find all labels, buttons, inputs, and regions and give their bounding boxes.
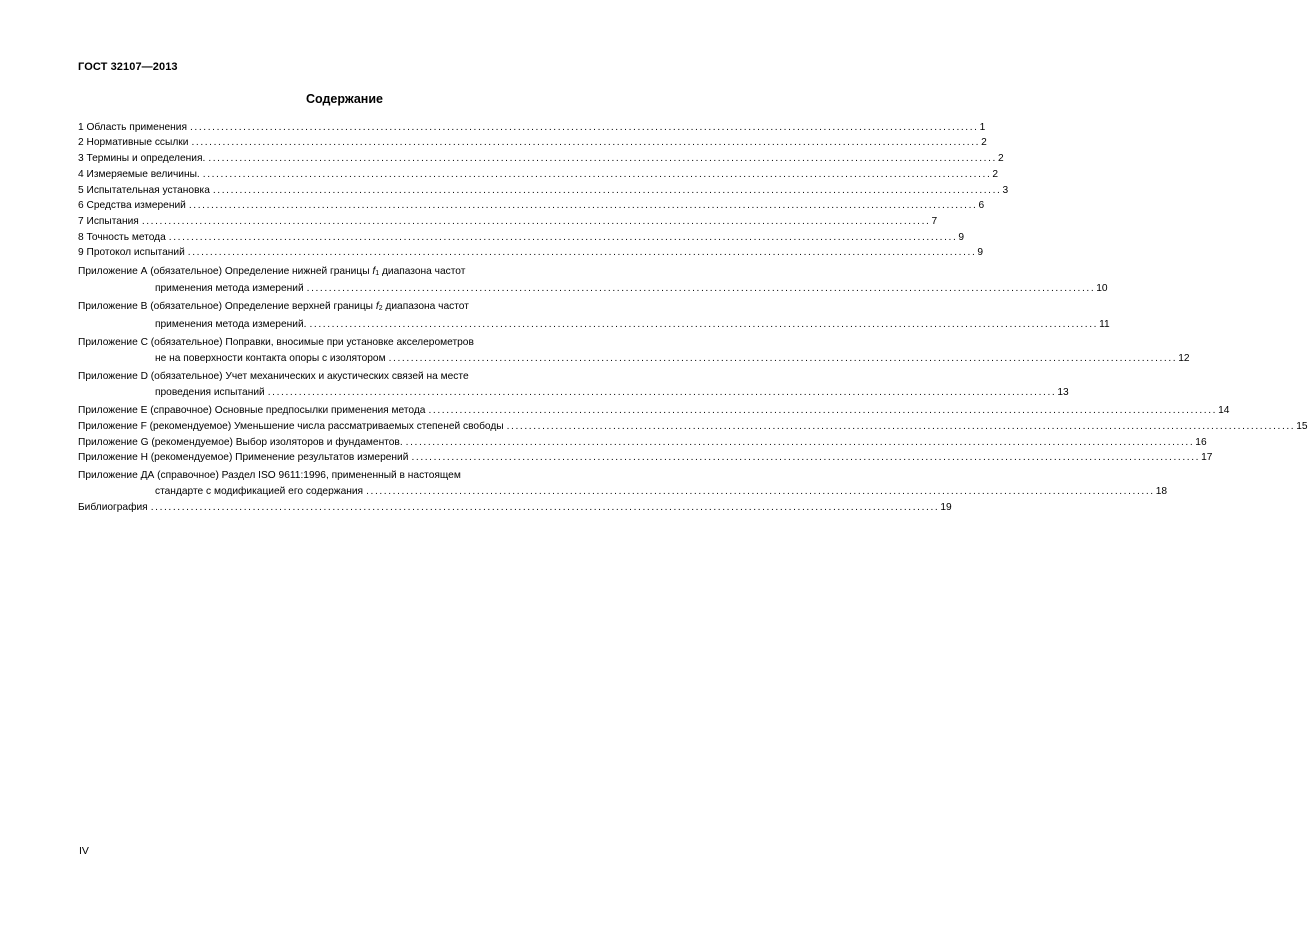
leader-dots: .................................................................................................................................................................................. xyxy=(267,386,1057,398)
toc-entry-label: Приложение С (обязательное) Поправки, вносимые при установке акселерометров xyxy=(78,337,474,349)
toc-entry-page: 3 xyxy=(1002,184,1009,196)
toc-entry-5[interactable] xyxy=(78,183,1009,199)
toc-entry-label: Приложение D (обязательное) Учет механических и акустических связей на месте xyxy=(78,371,469,383)
toc-entry-page: 2 xyxy=(992,168,999,180)
leader-dots: .................................................................................................................................................................................. xyxy=(411,452,1201,464)
toc-entry-page: 17 xyxy=(1201,452,1213,464)
toc-annex-c[interactable] xyxy=(78,335,1190,366)
toc-entry-page: 18 xyxy=(1155,486,1168,498)
toc-entry-label: Библиография xyxy=(78,501,148,513)
toc-entry-page: 19 xyxy=(940,501,952,513)
toc-entry-label: 8 Точность метода xyxy=(78,231,166,243)
toc-entry-page: 6 xyxy=(978,200,985,212)
toc-annex-e[interactable] xyxy=(78,403,1230,419)
toc-entry-label-cont: не на поверхности контакта опоры с изолятором xyxy=(155,353,386,365)
leader-dots: .................................................................................................................................................................................. xyxy=(150,501,940,513)
leader-dots: .................................................................................................................................................................................. xyxy=(141,215,931,227)
leader-dots: .................................................................................................................................................................................. xyxy=(306,283,1096,295)
leader-dots: .................................................................................................................................................................................. xyxy=(405,436,1195,448)
toc-entry-label: 7 Испытания xyxy=(78,215,139,227)
toc-entry-label: 2 Нормативные ссылки xyxy=(78,137,189,149)
toc-entry-page: 13 xyxy=(1057,386,1069,398)
leader-dots: .................................................................................................................................................................................. xyxy=(309,319,1099,331)
toc-annex-h[interactable] xyxy=(78,450,1213,466)
page-number: IV xyxy=(79,845,89,857)
toc-entry-label: 4 Измеряемые величины. xyxy=(78,168,200,180)
toc-entry-label: Приложение Е (справочное) Основные предпосылки применения метода xyxy=(78,405,426,417)
leader-dots: .................................................................................................................................................................................. xyxy=(366,486,1155,498)
toc-entry-6[interactable] xyxy=(78,198,985,214)
toc-entry-label-cont: стандарте с модификацией его содержания xyxy=(155,486,364,498)
toc-entry-label: Приложение В (обязательное) Определение верхней границы $f_2$ диапазона частот xyxy=(78,301,469,313)
toc-annex-d[interactable] xyxy=(78,369,1069,400)
toc-entry-label-cont: применения метода измерений. xyxy=(155,319,307,331)
leader-dots: .................................................................................................................................................................................. xyxy=(187,247,977,259)
leader-dots: .................................................................................................................................................................................. xyxy=(168,231,958,243)
toc-entry-page: 12 xyxy=(1178,353,1190,365)
toc-annex-b[interactable] xyxy=(78,299,1110,332)
toc-entry-page: 1 xyxy=(979,122,986,133)
toc-entry-label: 1 Область применения xyxy=(78,122,187,133)
toc-annex-f[interactable] xyxy=(78,419,1308,435)
toc-entry-page: 14 xyxy=(1218,405,1230,417)
toc-entry-label-cont: проведения испытаний xyxy=(155,386,265,398)
toc-annex-a[interactable] xyxy=(78,264,1108,297)
toc-entry-8[interactable] xyxy=(78,230,965,246)
leader-dots: .................................................................................................................................................................................. xyxy=(202,168,992,180)
toc-entry-label: Приложение G (рекомендуемое) Выбор изоляторов и фундаментов. xyxy=(78,436,403,448)
toc-entry-9[interactable] xyxy=(78,245,984,261)
toc-entry-4[interactable] xyxy=(78,167,999,183)
leader-dots: .................................................................................................................................................................................. xyxy=(208,153,997,165)
leader-dots: .................................................................................................................................................................................. xyxy=(212,184,1002,196)
toc-entry-label: 9 Протокол испытаний xyxy=(78,247,185,259)
leader-dots: .................................................................................................................................................................................. xyxy=(506,420,1296,432)
toc-entry-2[interactable] xyxy=(78,135,987,151)
page-title: Содержание xyxy=(305,92,383,106)
toc-entry-label: Приложение Н (рекомендуемое) Применение результатов измерений xyxy=(78,452,409,464)
toc-entry-label: Приложение F (рекомендуемое) Уменьшение числа рассматриваемых степеней свободы xyxy=(78,420,504,432)
leader-dots: .................................................................................................................................................................................. xyxy=(189,122,979,133)
toc-entry-page: 10 xyxy=(1096,283,1108,295)
document-code: ГОСТ 32107—2013 xyxy=(78,61,178,73)
leader-dots: .................................................................................................................................................................................. xyxy=(188,200,978,212)
leader-dots: .................................................................................................................................................................................. xyxy=(191,137,981,149)
toc-entry-page: 7 xyxy=(931,215,938,227)
table-of-contents xyxy=(78,120,1308,516)
leader-dots: .................................................................................................................................................................................. xyxy=(388,353,1178,365)
toc-annex-da[interactable] xyxy=(78,468,1168,499)
toc-entry-label: Приложение А (обязательное) Определение нижней границы $f_1$ диапазона частот xyxy=(78,265,466,277)
toc-entry-page: 9 xyxy=(958,231,965,243)
toc-entry-1[interactable] xyxy=(78,120,986,135)
toc-entry-7[interactable] xyxy=(78,214,938,230)
toc-entry-page: 9 xyxy=(977,247,984,259)
toc-entry-3[interactable] xyxy=(78,151,1004,167)
toc-entry-label: 5 Испытательная установка xyxy=(78,184,210,196)
toc-entry-page: 2 xyxy=(997,153,1004,165)
toc-entry-page: 15 xyxy=(1296,420,1308,432)
toc-entry-label-cont: применения метода измерений xyxy=(155,283,304,295)
leader-dots: .................................................................................................................................................................................. xyxy=(428,405,1218,417)
toc-annex-g[interactable] xyxy=(78,435,1207,451)
toc-bibliography[interactable] xyxy=(78,500,952,516)
toc-entry-label: Приложение ДА (справочное) Раздел ISO 9611:1996, примененный в настоящем xyxy=(78,470,461,482)
toc-entry-page: 2 xyxy=(981,137,987,149)
toc-entry-label: 3 Термины и определения. xyxy=(78,153,206,165)
toc-entry-page: 16 xyxy=(1195,436,1207,448)
toc-entry-label: 6 Средства измерений xyxy=(78,200,186,212)
toc-entry-page: 11 xyxy=(1099,319,1110,331)
